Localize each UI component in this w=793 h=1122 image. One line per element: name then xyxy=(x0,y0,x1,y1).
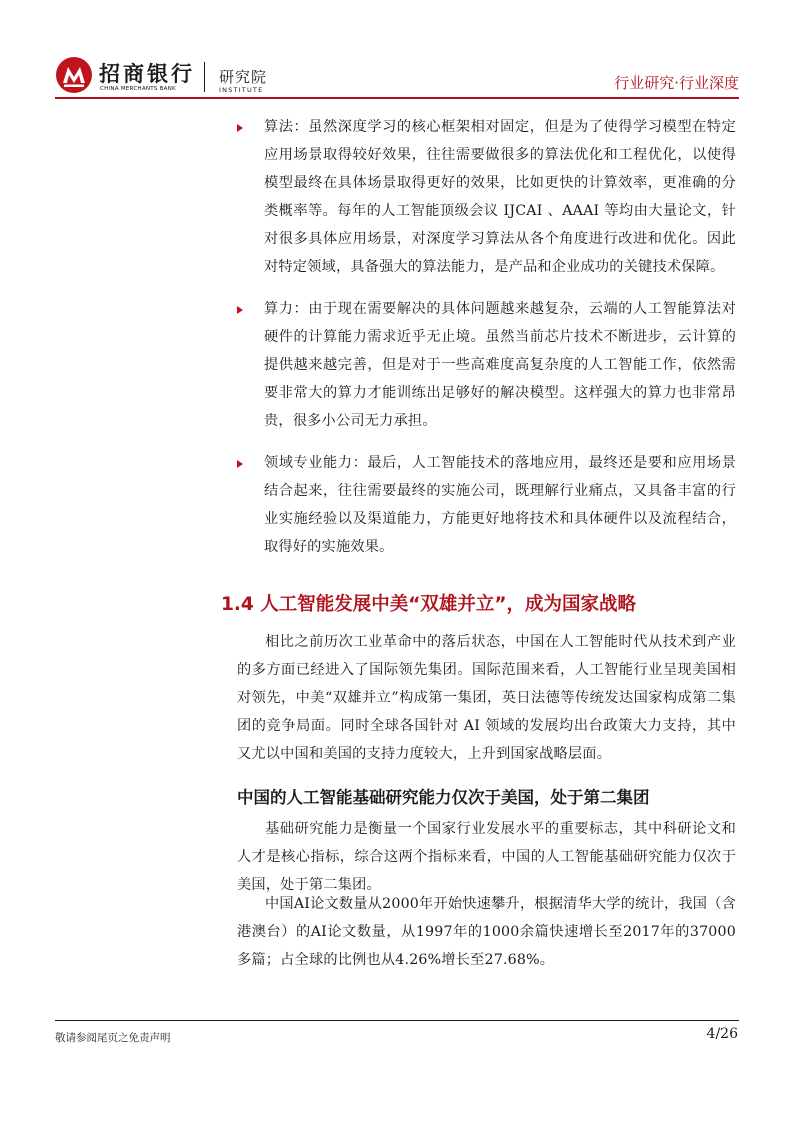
triangle-bullet-icon xyxy=(237,306,243,314)
bullet-computing-power: 算力：由于现在需要解决的具体问题越来越复杂，云端的人工智能算法对硬件的计算能力需求近乎无止境。虽然当前芯片技术不断进步，云计算的提供越来越完善，但是对于一些高难度高复杂度的人工智能工作，依然需要非常大的算力才能训练出足够好的解决模型。这样强大的算力也非常昂贵，很多小公司无力承担。 xyxy=(264,301,736,429)
report-type-label: 行业研究·行业深度 xyxy=(614,74,739,92)
institute-name-en: INSTITUTE xyxy=(219,86,264,94)
section-intro: 相比之前历次工业革命中的落后状态，中国在人工智能时代从技术到产业的多方面已经进入了国际领先集团。国际范围来看，人工智能行业呈现美国相对领先，中美“双雄并立”构成第一集团，英日法德等传统发达国家构成第二集团的竞争局面。同时全球各国针对 AI 领域的发展均出台政策大力支持，其中又尤以中国和美国的支持力度较大，上升到国家战略层面。 xyxy=(237,634,736,762)
header-divider xyxy=(204,62,205,92)
header-rule xyxy=(55,97,739,99)
brand-name-cn: 招商银行 xyxy=(99,62,195,86)
paragraph-research-capacity: 基础研究能力是衡量一个国家行业发展水平的重要标志，其中科研论文和人才是核心指标，综合这两个指标来看，中国的人工智能基础研究能力仅次于美国，处于第二集团。 xyxy=(237,821,736,893)
triangle-bullet-icon xyxy=(237,460,243,468)
sub-heading: 中国的人工智能基础研究能力仅次于美国，处于第二集团 xyxy=(237,788,650,807)
paragraph-paper-count: 中国AI论文数量从2000年开始快速攀升，根据清华大学的统计，我国（含港澳台）的AI论文数量，从1997年的1000余篇快速增长至2017年的37000多篇；占全球的比例也从4.26%增长至27.68%。 xyxy=(237,896,736,968)
section-heading: 1.4 人工智能发展中美“双雄并立”，成为国家战略 xyxy=(221,594,637,615)
brand-name-en: CHINA MERCHANTS BANK xyxy=(100,86,176,92)
footer-disclaimer: 敬请参阅尾页之免责声明 xyxy=(55,1032,171,1044)
page-header xyxy=(55,56,739,98)
footer-rule xyxy=(55,1020,739,1021)
bullet-domain-expertise: 领域专业能力：最后，人工智能技术的落地应用，最终还是要和应用场景结合起来，往往需要最终的实施公司，既理解行业痛点，又具备丰富的行业实施经验以及渠道能力，方能更好地将技术和具体硬件以及流程结合，取得好的实施效果。 xyxy=(264,455,736,555)
cmb-logo-icon xyxy=(55,56,93,94)
bullet-algorithm: 算法：虽然深度学习的核心框架相对固定，但是为了使得学习模型在特定应用场景取得较好效果，往往需要做很多的算法优化和工程优化，以使得模型最终在具体场景取得更好的效果，比如更快的计算效率，更准确的分类概率等。每年的人工智能顶级会议 IJCAI 、AAAI 等均由大量论文，针对很多具体应用场景，对深度学习算法从各个角度进行改进和优化。因此对特定领域，具备强大的算法能力，是产品和企业成功的关键技术保障。 xyxy=(264,119,736,275)
page-number: 4/26 xyxy=(706,1026,738,1042)
triangle-bullet-icon xyxy=(237,124,243,132)
institute-name-cn: 研究院 xyxy=(219,68,268,86)
